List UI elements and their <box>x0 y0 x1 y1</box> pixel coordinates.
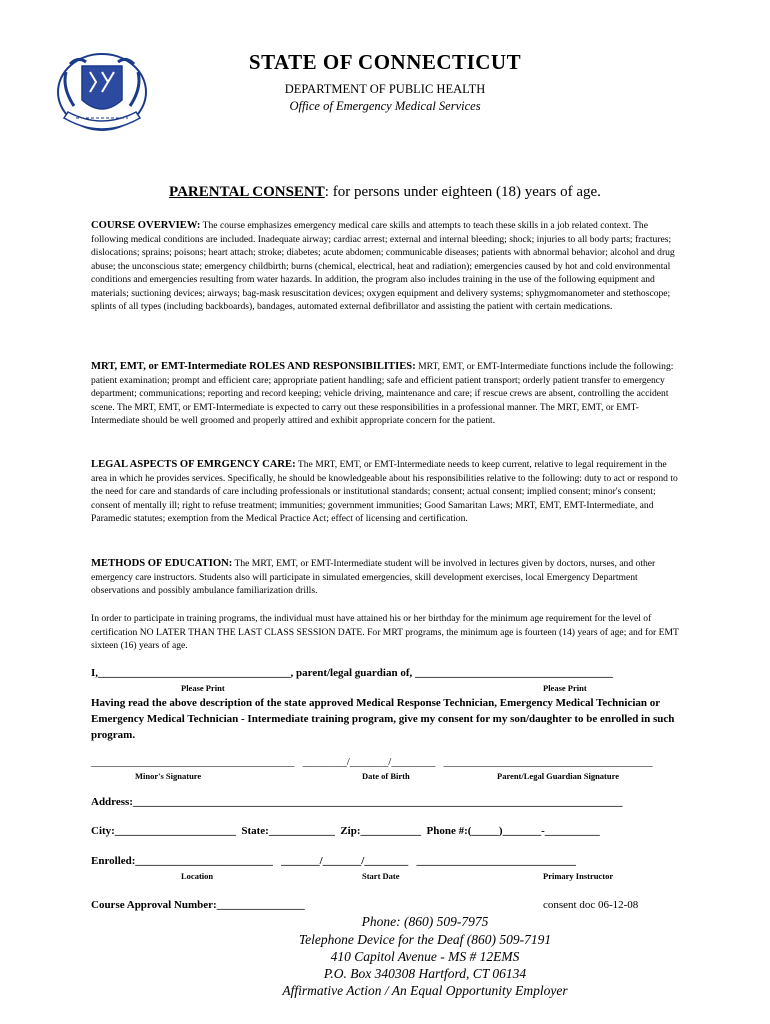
course-overview-text: The course emphasizes emergency medical care skills and attempts to teach these skills in a job related context. The following medical conditions are included. Inadequate airway; cardiac arrest; external and internal bleeding; shock; injuries to all body parts; fractures; dislocations; sprains; poisons; heart attach; stroke; diabetes; acute abdomen; communicable diseases; patients with abnormal behavior; alcohol and drug abuse; the unconscious state; emergency childbirth; burns (chemical, electrical, heat and radiation); emergencies caused by hot and cold environmental conditions and emergencies resulting from water hazards. In addition, the program also includes training in the use of the following equipment and materials; suctioning devices; airways; bag-mask resuscitation devices; oxygen equipment and delivery systems; sphygmomanometer and stethoscope; splints of all types (including backboards), bandages, automated external defibrillator and assisting the patient with certain medications. <box>91 220 675 313</box>
legal-text: The MRT, EMT, or EMT-Intermediate needs to keep current, relative to legal requirement in the area in which he provides services. Specifically, he should be knowledgeable about his responsibilities relative to the following: duty to act or respond to the need for care and standards of care including professionals or institutional standards; consent; actual consent; implied consent; minor's consent; consent of mentally ill; right to refuse treatment; immunities; government immunities; Good Samaritan Laws; MRT, EMT, EMT-Intermediate, and Paramedic statutes; exemption from the Medical Practice Act; effect of licensing and certification. <box>91 459 678 525</box>
primary-instructor-label: Primary Instructor <box>543 871 614 881</box>
signature-line[interactable]: _____________________________________ ________/_______/________ ______________________________________ <box>91 756 653 768</box>
location-label: Location <box>181 871 214 881</box>
guardian-name-line[interactable]: I,___________________________________, parent/legal guardian of, ____________________________________ <box>91 667 614 679</box>
methods-section <box>91 557 681 598</box>
city-state-zip-phone-fields[interactable]: City:______________________ State:____________ Zip:___________ Phone #:(_____)_______-__________ <box>91 825 600 837</box>
footer-phone: Phone: (860) 509-7975 <box>361 914 489 929</box>
address-field[interactable]: Address:_________________________________________________________________________________________ <box>91 796 623 808</box>
roles-text: MRT, EMT, or EMT-Intermediate functions include the following: patient examination; prompt and efficient care; appropriate patient handling; safe and efficient patient transport; orderly patient transfer to emergency department; communications; reporting and record keeping; vehicle driving, maintenance and care; if rescue crews are absent, controlling the accident scene. The MRT, EMT, or EMT-Intermediate is expected to carry out these responsibilities in a professional manner. The MRT, EMT, or EMT-Intermediate should be well groomed and properly attired and exhibit appropriate concern for the patient. <box>91 361 674 427</box>
legal-section <box>91 458 681 526</box>
course-approval-number-field[interactable]: Course Approval Number:________________ <box>91 899 305 911</box>
footer-equal-opportunity: Affirmative Action / An Equal Opportunity Employer <box>282 983 568 998</box>
please-print-label-right: Please Print <box>543 683 587 693</box>
date-of-birth-label: Date of Birth <box>362 771 410 781</box>
office-name: Office of Emergency Medical Services <box>289 99 481 113</box>
footer-address: 410 Capitol Avenue - MS # 12EMS <box>330 949 520 964</box>
please-print-label-left: Please Print <box>181 683 225 693</box>
age-requirement-section <box>91 612 681 653</box>
guardian-signature-label: Parent/Legal Guardian Signature <box>497 771 620 781</box>
consent-title-underlined: PARENTAL CONSENT <box>169 184 325 200</box>
roles-heading: MRT, EMT, or EMT-Intermediate ROLES AND RESPONSIBILITIES: <box>91 361 416 372</box>
start-date-label: Start Date <box>362 871 400 881</box>
enrolled-line[interactable]: Enrolled:_________________________ _______/_______/________ _____________________________ <box>91 855 577 867</box>
roles-section <box>91 360 681 428</box>
parental-consent-title <box>0 184 770 201</box>
minor-signature-label: Minor's Signature <box>135 771 202 781</box>
age-requirement-text: In order to participate in training programs, the individual must have attained his or her birthday for the minimum age requirement for the level of certification NO LATER THAN THE LAST CLASS SESSION DATE. For MRT programs, the minimum age is fourteen (14) years of age; and for EMT sixteen (16) years of age. <box>91 613 679 652</box>
methods-text: The MRT, EMT, or EMT-Intermediate student will be involved in lectures given by doctors, nurses, and other emergency care instructors. Students also will participate in simulated emergencies, skill development exercises, local Emergency Department observations and possibly ambulance familiarization drills. <box>91 558 656 597</box>
department-name: DEPARTMENT OF PUBLIC HEALTH <box>284 82 486 96</box>
consent-statement: Having read the above description of the state approved Medical Response Technician, Emergency Medical Technician or Emergency Medical Technician - Intermediate training program, give my consent for my son/daughter to be enrolled in such program. <box>91 697 675 741</box>
footer-tdd: Telephone Device for the Deaf (860) 509-7191 <box>298 932 552 947</box>
footer-po-box: P.O. Box 340308 Hartford, CT 06134 <box>323 966 527 981</box>
methods-heading: METHODS OF EDUCATION: <box>91 558 233 569</box>
course-overview-heading: COURSE OVERVIEW: <box>91 220 201 231</box>
course-overview-section <box>91 219 681 314</box>
document-reference: consent doc 06-12-08 <box>543 899 639 911</box>
consent-title-rest: : for persons under eighteen (18) years of age. <box>324 184 601 200</box>
legal-heading: LEGAL ASPECTS OF EMRGENCY CARE: <box>91 459 296 470</box>
state-title: STATE OF CONNECTICUT <box>248 50 522 74</box>
